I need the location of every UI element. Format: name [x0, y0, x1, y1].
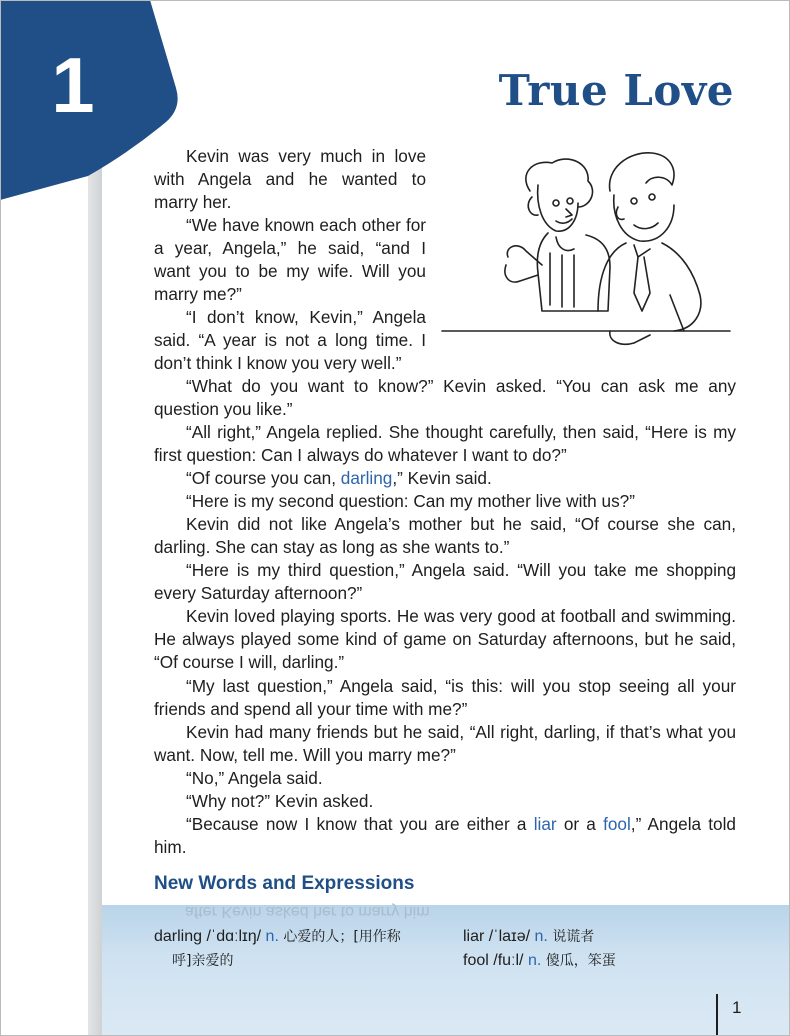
- paragraph-9: “Here is my third question,” Angela said. “Will you take me shopping every Saturday afternoon?”: [154, 560, 736, 603]
- vocab-definition: 说谎者: [552, 929, 595, 945]
- vocab-definition: 傻瓜，笨蛋: [545, 953, 616, 969]
- paragraph-6: [154, 467, 736, 490]
- vocab-pos: n.: [527, 952, 542, 969]
- vocab-word: darling: [154, 928, 203, 945]
- paragraph-11: “My last question,” Angela said, “is this: will you stop seeing all your friends and spend all your time with me?”: [154, 676, 736, 719]
- chapter-number: 1: [51, 41, 95, 129]
- vocab-pos: n.: [265, 928, 279, 945]
- paragraph-4: “What do you want to know?” Kevin asked. “You can ask me any question you like.”: [154, 376, 736, 419]
- show-through-text: after Kevin asked her to marry him: [185, 903, 430, 920]
- p6-text-a: “Of course you can,: [186, 468, 341, 488]
- paragraph-5: “All right,” Angela replied. She thought carefully, then said, “Here is my first question: Can I always do whatever I want to do?”: [154, 422, 736, 465]
- paragraph-14: “Why not?” Kevin asked.: [186, 791, 374, 811]
- vocab-word: fool: [463, 952, 489, 969]
- paragraph-8: Kevin did not like Angela’s mother but he said, “Of course she can, darling. She can stay as long as she wants to.”: [154, 514, 736, 557]
- lesson-title: True Love: [498, 66, 734, 115]
- p6-text-b: ,” Kevin said.: [392, 468, 492, 488]
- couple-illustration: [438, 145, 738, 355]
- vocab-pos: n.: [534, 928, 548, 945]
- vocab-heading: New Words and Expressions: [154, 873, 415, 894]
- vocab-ipa: /ˈdɑːlɪŋ/: [206, 928, 262, 945]
- paragraph-12: Kevin had many friends but he said, “All right, darling, if that’s what you want. Now, tell me. Will you marry me?”: [154, 722, 736, 765]
- vocab-entry-fool: [463, 950, 616, 972]
- p15-text-mid: or a: [556, 814, 604, 834]
- vocab-ipa: /fuːl/: [493, 952, 524, 969]
- glossed-word-fool: fool: [603, 814, 631, 834]
- p15-text-b: ,” Angela told him.: [154, 814, 736, 857]
- vocab-definition-cont: 呼]亲爱的: [172, 953, 234, 969]
- paragraph-1: Kevin was very much in love with Angela and he wanted to marry her.: [154, 146, 426, 212]
- vocab-word: liar: [463, 928, 485, 945]
- page-number-rule: [716, 994, 718, 1036]
- paragraph-7: “Here is my second question: Can my mother live with us?”: [186, 491, 635, 511]
- paragraph-10: Kevin loved playing sports. He was very good at football and swimming. He always played some kind of game on Saturday afternoons, but he said, “Of course I will, darling.”: [154, 606, 736, 672]
- paragraph-3: “I don’t know, Kevin,” Angela said. “A year is not a long time. I don’t think I know you very well.”: [154, 307, 426, 373]
- page-number: 1: [732, 998, 742, 1017]
- p15-text-a: “Because now I know that you are either a: [186, 814, 534, 834]
- vocab-definition: 心爱的人；[用作称: [283, 929, 401, 945]
- vocab-ipa: /ˈlaɪə/: [488, 928, 531, 945]
- paragraph-2: “We have known each other for a year, Angela,” he said, “and I want you to be my wife. Will you marry me?”: [154, 215, 426, 304]
- glossed-word-liar: liar: [533, 814, 557, 834]
- glossed-word-darling: darling: [340, 468, 393, 488]
- vocab-entry-darling-cont: [172, 950, 233, 972]
- vocab-entry-darling: [154, 926, 401, 948]
- paragraph-15: [154, 813, 736, 859]
- margin-strip: [88, 150, 102, 1036]
- paragraph-13: “No,” Angela said.: [186, 768, 323, 788]
- vocab-entry-liar: [463, 926, 594, 948]
